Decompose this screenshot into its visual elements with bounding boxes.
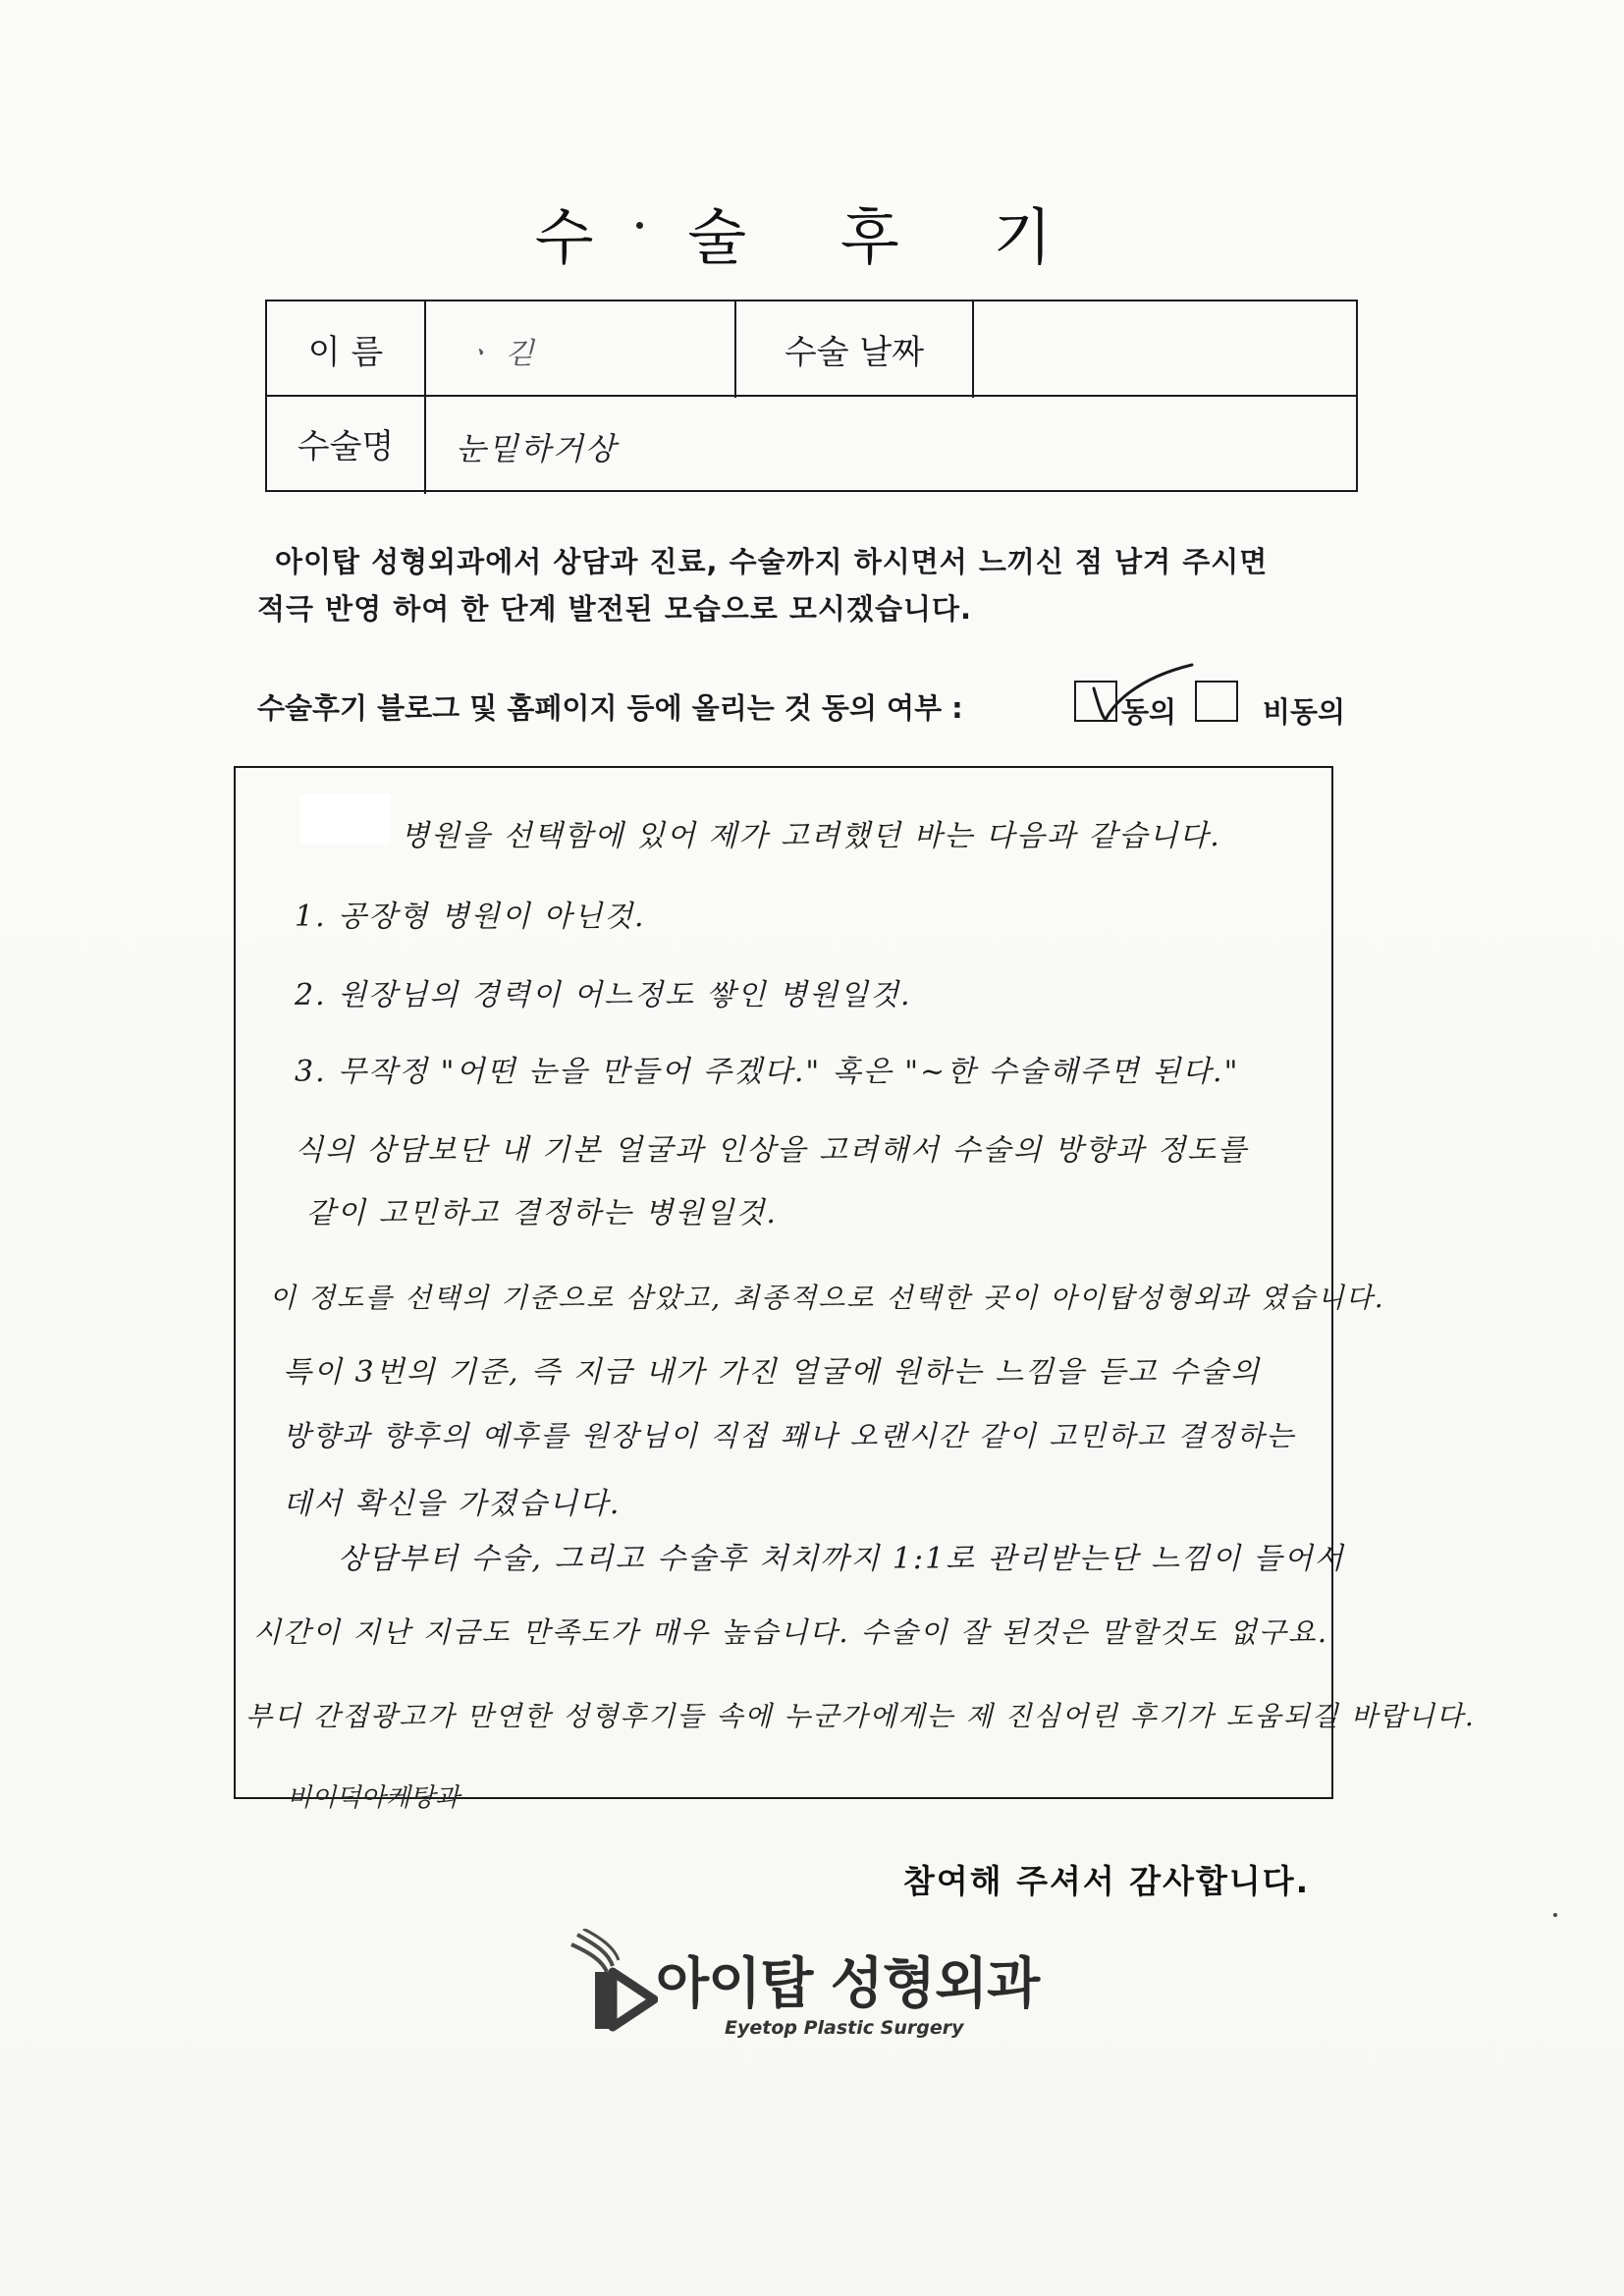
notice-text [257, 538, 1357, 632]
page-title: 수 술 후 기 [534, 201, 1090, 273]
review-line-3: 2. 원장님의 경력이 어느정도 쌓인 병원일것. [295, 978, 912, 1012]
review-line-10: 데서 확신을 가졌습니다. [283, 1487, 622, 1521]
review-line-6: 같이 고민하고 결정하는 병원일것. [306, 1196, 778, 1230]
agree-label: 동의 [1121, 695, 1177, 729]
consent-row [257, 681, 1396, 730]
eyetop-logo-icon [569, 1929, 658, 2037]
notice-line-1: 아이탑 성형외과에서 상담과 진료, 수술까지 하시면서 느끼신 점 남겨 주시면 [275, 545, 1269, 578]
reviewer-signature: 비이덕아케탕과 [287, 1783, 460, 1813]
review-line-9: 방향과 향후의 예후를 원장님이 직접 꽤나 오랜시간 같이 고민하고 결정하는 [283, 1419, 1296, 1452]
clinic-logo-name: 아이탑 성형외과 [656, 1952, 1040, 2016]
review-line-8: 특이 3번의 기준, 즉 지금 내가 가진 얼굴에 원하는 느낌을 듣고 수술의 [283, 1355, 1261, 1390]
review-line-7: 이 정도를 선택의 기준으로 삼았고, 최종적으로 선택한 곳이 아이탑성형외과 였습니다. [269, 1282, 1385, 1314]
disagree-label: 비동의 [1263, 695, 1346, 729]
name-label: 이 름 [307, 332, 384, 372]
clinic-logo-subtitle: Eyetop Plastic Surgery [725, 2017, 964, 2039]
review-line-12: 시간이 지난 지금도 만족도가 매우 높습니다. 수술이 잘 된것은 말할것도 없구요. [253, 1615, 1329, 1649]
review-line-11: 상담부터 수술, 그리고 수술후 처치까지 1:1로 관리받는단 느낌이 들어서 [338, 1542, 1345, 1576]
review-line-4: 3. 무작정 "어떤 눈을 만들어 주겠다." 혹은 "~한 수술해주면 된다." [295, 1055, 1240, 1089]
redacted-hospital-name [300, 793, 391, 845]
consent-question: 수술후기 블로그 및 홈페이지 등에 올리는 것 동의 여부 : [257, 691, 963, 725]
review-line-2: 1. 공장형 병원이 아닌것. [295, 900, 646, 934]
review-line-13: 부디 간접광고가 만연한 성형후기들 속에 누군가에게는 제 진심어린 후기가 도움되길 바랍니다. [245, 1700, 1476, 1732]
thanks-text: 참여해 주셔서 감사합니다. [903, 1862, 1311, 1900]
scan-speck [1553, 1913, 1557, 1917]
review-line-5: 식의 상담보단 내 기본 얼굴과 인상을 고려해서 수술의 방향과 정도를 [295, 1133, 1249, 1168]
clinic-logo [569, 1923, 1040, 2060]
surgery-date-value [974, 301, 1356, 396]
name-value: ㆍ 긷 [463, 337, 536, 371]
surgery-name-label: 수술명 [297, 427, 395, 466]
info-table [265, 300, 1358, 492]
notice-line-2: 적극 반영 하여 한 단계 발전된 모습으로 모시겠습니다. [257, 592, 972, 626]
surgery-date-label: 수술 날짜 [784, 332, 925, 372]
surgery-name-value: 눈밑하거상 [456, 429, 618, 467]
review-line-1: 병원을 선택함에 있어 제가 고려했던 바는 다음과 같습니다. [401, 819, 1221, 853]
check-mark-icon [1076, 659, 1223, 728]
